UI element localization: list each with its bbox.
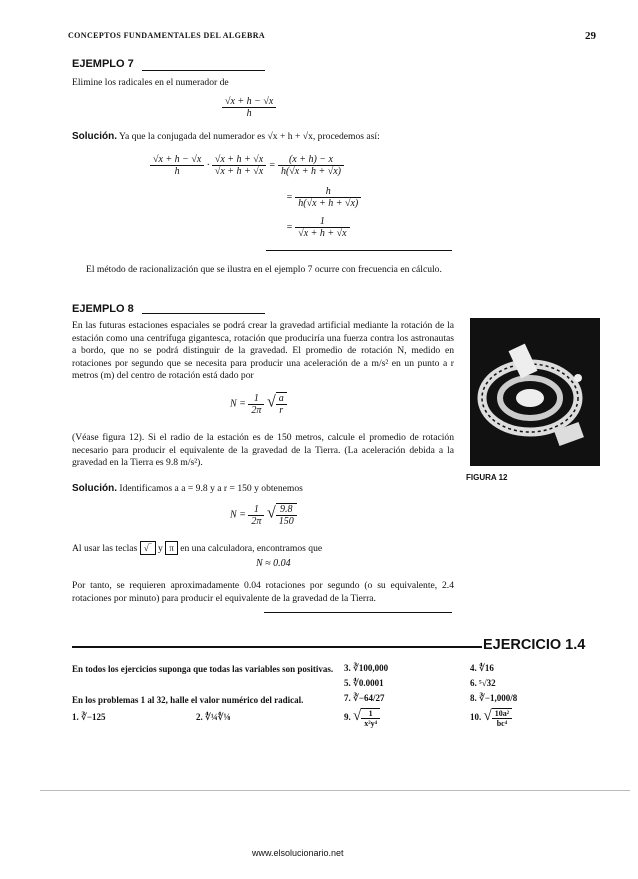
example7-step2-den: h(√x + h + √x) xyxy=(298,198,359,209)
example8-solution xyxy=(72,483,454,496)
example8-keys-text-c: en una calculadora, encontramos que xyxy=(180,543,323,554)
example7-step1-dot: · xyxy=(206,159,210,171)
example8-conclusion: Por tanto, se requieren aproximadamente 0.04 rotaciones por segundo (o su equivalente, 2.4 rotaciones por minuto) para producir el equivalente de la gravedad de la Tierra. xyxy=(72,580,454,604)
example7-step3 xyxy=(286,216,350,239)
exercise-intro: En todos los ejercicios suponga que todas las variables son positivas. xyxy=(72,664,334,674)
example8-formula-rad-den: r xyxy=(279,405,284,416)
example7-step1-b-num: √x + h + √x xyxy=(212,154,266,166)
problem-2: 2. ∜¼∜⅛ xyxy=(196,712,231,722)
example7-step1-equals: = xyxy=(268,159,276,171)
problem-9-num: 1 xyxy=(361,709,380,719)
example7-step3-equals: = xyxy=(286,221,293,233)
example8-solution-den: 2π xyxy=(251,515,262,527)
example7-note: El método de racionalización que se ilustra en el ejemplo 7 ocurre con frecuencia en cálculo. xyxy=(86,264,442,275)
space-station-illustration-icon xyxy=(470,318,600,466)
example8-heading: EJEMPLO 8 xyxy=(72,303,134,315)
example7-step2-num: h xyxy=(295,186,361,198)
example8-formula-den: 2π xyxy=(251,404,262,416)
example8-keys-text-a: Al usar las teclas xyxy=(72,543,138,554)
radical-icon: √ xyxy=(353,708,362,725)
example7-solution-text: Ya que la conjugada del numerador es √x + h + √x, procedemos así: xyxy=(119,131,380,142)
problem-9-number: 9. xyxy=(344,712,351,723)
example7-expression xyxy=(222,96,276,119)
problem-7: 7. ∛−64/27 xyxy=(344,693,385,703)
problem-6: 6. ⁵√32 xyxy=(470,678,496,688)
exercise-instructions: En los problemas 1 al 32, halle el valor numérico del radical. xyxy=(72,695,304,705)
example7-step3-num: 1 xyxy=(295,216,349,228)
example8-formula-num: 1 xyxy=(248,393,264,405)
example7-prompt: Elimine los radicales en el numerador de xyxy=(72,77,229,88)
problem-1: 1. ∛−125 xyxy=(72,712,106,722)
problem-9-den: x²y⁴ xyxy=(364,719,378,728)
example8-formula-rad-num: a xyxy=(276,393,287,405)
example7-step1-a-den: h xyxy=(174,166,180,177)
problem-10-den: bc⁴ xyxy=(496,719,508,728)
example7-step2 xyxy=(286,186,361,209)
example7-step1-c-den: h(√x + h + √x) xyxy=(280,166,341,177)
example7-step1 xyxy=(150,154,344,177)
page-number: 29 xyxy=(585,30,596,42)
example8-solution-label: Solución. xyxy=(72,483,117,494)
problem-4: 4. ∜16 xyxy=(470,663,494,673)
example8-paragraph1: En las futuras estaciones espaciales se podrá crear la gravedad artificial mediante la rotación de la estación como una centrífuga gigantesca, rotación que produciría una fuerza contra los astronautas a bordo, que no se podrá distinguir de la gravedad. El promedio de rotación N, medido en rotaciones por segundo que se necesita para producir una aceleración de a m/s² en un punto a r metros (m) del centro de rotación está dado por xyxy=(72,320,454,382)
example7-step1-fraction-a xyxy=(150,154,204,177)
problem-10 xyxy=(470,708,512,728)
header-title: CONCEPTOS FUNDAMENTALES DEL ALGEBRA xyxy=(68,31,266,40)
example7-heading: EJEMPLO 7 xyxy=(72,58,134,70)
problem-10-num: 10a² xyxy=(492,709,512,719)
example8-heading-rule xyxy=(142,313,265,314)
example8-solution-formula xyxy=(230,503,297,527)
figure-12-label: FIGURA 12 xyxy=(466,473,508,482)
radical-icon: √ xyxy=(266,393,276,411)
example8-end-rule xyxy=(264,612,452,613)
footer-url[interactable]: www.elsolucionario.net xyxy=(252,848,344,858)
example7-expr-denominator: h xyxy=(246,108,252,119)
example7-step1-a-num: √x + h − √x xyxy=(150,154,204,166)
example8-solution-num: 1 xyxy=(248,504,264,516)
problem-8: 8. ∛−1,000/8 xyxy=(470,693,518,703)
example8-solution-rad-den: 150 xyxy=(278,516,294,527)
example8-solution-text: Identificamos a a = 9.8 y a r = 150 y obtenemos xyxy=(119,483,303,494)
example8-solution-rad-num: 9.8 xyxy=(276,504,297,516)
example8-solution-lhs: N = xyxy=(230,509,246,521)
figure-12-image xyxy=(470,318,600,466)
problem-5: 5. ∜0.0001 xyxy=(344,678,384,688)
problem-3: 3. ∛100,000 xyxy=(344,663,389,673)
exercise-title: EJERCICIO 1.4 xyxy=(483,637,586,653)
example7-expr-numerator: √x + h − √x xyxy=(222,96,276,108)
example7-step2-equals: = xyxy=(286,191,293,203)
example8-keys-line xyxy=(72,541,454,556)
problem-9 xyxy=(344,708,380,728)
example7-end-rule xyxy=(266,250,452,251)
example7-step3-den: √x + h + √x xyxy=(298,228,347,239)
example7-step1-fraction-c xyxy=(278,154,344,177)
example7-solution xyxy=(72,131,452,144)
example7-step1-fraction-b xyxy=(212,154,266,177)
example7-heading-rule xyxy=(142,70,265,71)
radical-icon: √ xyxy=(266,504,276,522)
example7-step1-b-den: √x + h + √x xyxy=(214,166,264,177)
page-bottom-rule xyxy=(40,790,630,791)
example7-step1-c-num: (x + h) − x xyxy=(278,154,344,166)
example7-solution-label: Solución. xyxy=(72,131,117,142)
problem-10-number: 10. xyxy=(470,712,482,723)
example8-result: N ≈ 0.04 xyxy=(256,558,291,569)
radical-icon: √ xyxy=(483,708,492,725)
exercise-title-bar xyxy=(72,646,482,648)
example8-paragraph2: (Véase figura 12). Si el radio de la estación es de 150 metros, calcule el promedio de rotación necesario para producir el equivalente de la gravedad de la Tierra. (La aceleración debida a la gravedad en la Tierra es 9.8 m/s²). xyxy=(72,432,454,469)
sqrt-key-icon: √‾ xyxy=(140,541,156,555)
example8-formula xyxy=(230,392,287,416)
pi-key-icon: π xyxy=(165,541,178,555)
example8-keys-text-b: y xyxy=(158,543,163,554)
example8-formula-lhs: N = xyxy=(230,398,246,410)
